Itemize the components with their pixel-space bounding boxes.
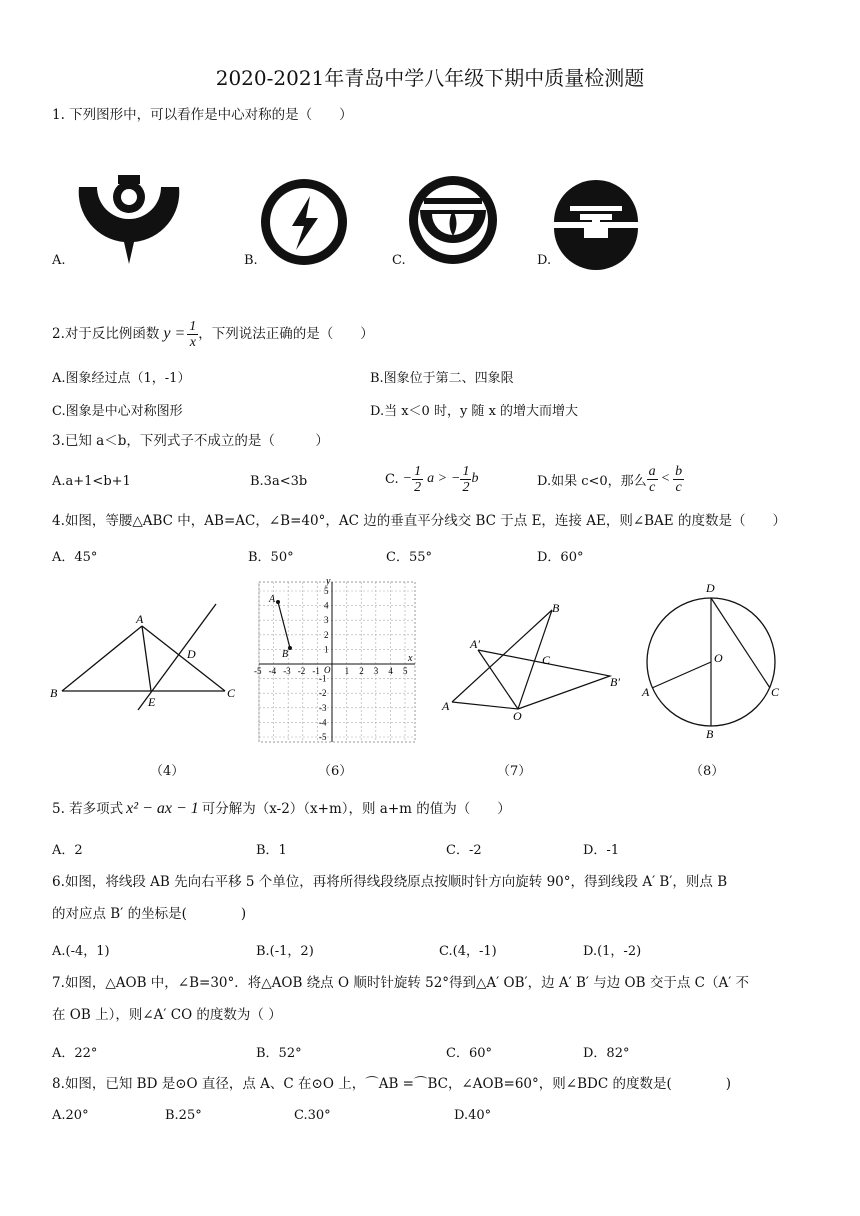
q3-option-c[interactable]: C. − $\frac{1}{2}$ a > − $\frac{1}{2}$ b <box>385 463 479 495</box>
q3-c-frac-2-den: 2 <box>462 479 470 495</box>
fig6-x-tick-label: 5 <box>403 666 408 676</box>
fig8-label-a: A <box>642 685 650 699</box>
fig7-label-c: C <box>542 653 551 667</box>
q2-option-b[interactable]: B.图象位于第二、四象限 <box>370 371 514 386</box>
fig6-x-tick-label: -4 <box>268 666 277 676</box>
q4-option-d[interactable]: D．60° <box>537 550 584 565</box>
fig6-y-tick-label: 1 <box>324 644 329 655</box>
q2-option-d[interactable]: D.当 x＜0 时，y 随 x 的增大而增大 <box>370 404 579 419</box>
q1-option-d[interactable]: D. <box>537 253 552 268</box>
q2-frac-num: 1 <box>189 318 197 334</box>
caption-figure-6: （6） <box>318 764 353 779</box>
q7-option-b[interactable]: B．52° <box>256 1046 302 1061</box>
fig6-y-tick-label: -3 <box>319 702 327 713</box>
logo-a-image <box>74 172 184 267</box>
fig8-label-o: O <box>714 651 723 665</box>
question-7-line-1: 7.如图，△AOB 中，∠B=30°．将△AOB 绕点 O 顺时针旋转 52°得到△A′ OB′，边 A′ B′ 与边 OB 交于点 C（A′ 不 <box>52 975 750 991</box>
fig6-y-tick-label: -1 <box>319 673 327 684</box>
fig7-label-o: O <box>513 709 522 723</box>
q6-option-b[interactable]: B.(-1，2) <box>256 944 314 959</box>
fig6-y-tick-label: -5 <box>319 732 327 742</box>
fig8-label-c: C <box>771 685 780 699</box>
q1-option-c[interactable]: C. <box>392 253 406 268</box>
fig6-x-tick-label: -2 <box>297 666 306 676</box>
q3-d-frac-1 <box>647 464 658 495</box>
fig6-y-tick-label: 3 <box>324 615 329 626</box>
q5-prefix: 5. 若多项式 <box>52 801 124 817</box>
fig4-label-e: E <box>148 695 156 709</box>
q2-suffix: ，下列说法正确的是（ ） <box>198 326 374 342</box>
fig6-x-tick-label: -1 <box>312 666 320 676</box>
q3-d-frac-1-num: a <box>648 463 656 479</box>
q3-c-frac-2-num: 1 <box>462 463 470 479</box>
q5-option-b[interactable]: B．1 <box>256 843 287 858</box>
q3-d-frac-2-num: b <box>675 463 683 479</box>
q5-formula: x² − ax − 1 <box>126 800 199 817</box>
question-8-text: 8.如图，已知 BD 是⊙O 直径，点 A、C 在⊙O 上，⌒AB =⌒BC，∠AOB=60°，则∠BDC 的度数是( ) <box>52 1076 731 1092</box>
q3-c-expr-a: a > <box>427 471 448 486</box>
fig6-y-tick-label: 2 <box>324 629 329 640</box>
fig6-y-tick-label: 4 <box>324 600 329 611</box>
q4-option-b[interactable]: B．50° <box>248 550 294 565</box>
q3-option-c-label: C. <box>385 471 399 487</box>
fig6-x-tick-label: 1 <box>344 666 350 676</box>
fig4-label-d: D <box>187 647 196 661</box>
fig6-y-tick-label: 5 <box>324 586 329 596</box>
q6-option-d[interactable]: D.(1，-2) <box>583 944 642 959</box>
q2-fraction <box>187 319 198 350</box>
figure-8-circle <box>640 578 790 742</box>
question-1-text: 1. 下列图形中，可以看作是中心对称的是（ ） <box>52 107 353 123</box>
q5-option-a[interactable]: A．2 <box>52 843 83 858</box>
logo-c-image <box>406 174 500 266</box>
q8-option-b[interactable]: B.25° <box>165 1108 202 1123</box>
q3-d-frac-2 <box>673 464 684 495</box>
q1-option-b[interactable]: B. <box>244 253 258 268</box>
logo-b-image <box>258 176 350 268</box>
q3-c-frac-1-den: 2 <box>414 479 422 495</box>
q3-option-a[interactable]: A.a+1<b+1 <box>52 474 131 489</box>
fig4-label-b: B <box>50 686 58 700</box>
q5-option-c[interactable]: C．-2 <box>446 843 482 858</box>
fig4-label-a: A <box>136 612 144 626</box>
q5-option-d[interactable]: D．-1 <box>583 843 620 858</box>
fig7-label-b-prime: B′ <box>610 675 620 689</box>
q3-d-frac-2-den: c <box>675 479 682 495</box>
q3-c-frac-2 <box>460 464 471 495</box>
q4-option-c[interactable]: C．55° <box>386 550 432 565</box>
figure-4-triangle <box>50 600 240 715</box>
q6-option-c[interactable]: C.(4，-1) <box>439 944 497 959</box>
fig6-axis-x: x <box>408 653 413 664</box>
fig6-origin: O <box>324 665 331 675</box>
figure-6-coordinate-grid <box>256 576 420 746</box>
question-5-text <box>52 798 511 820</box>
fig7-label-a: A <box>442 699 450 713</box>
question-7-line-2: 在 OB 上），则∠A′ CO 的度数为（ ） <box>52 1007 282 1023</box>
fig6-x-tick-label: 2 <box>359 666 364 676</box>
question-6-line-2: 的对应点 B′ 的坐标是( ) <box>52 906 247 922</box>
fig6-y-tick-label: -4 <box>319 717 327 728</box>
q4-option-a[interactable]: A．45° <box>52 550 98 565</box>
q8-option-d[interactable]: D.40° <box>454 1108 492 1123</box>
q5-suffix: 可分解为（x-2）（x+m），则 a+m 的值为（ ） <box>201 801 511 817</box>
q7-option-c[interactable]: C．60° <box>446 1046 492 1061</box>
fig6-x-tick-label: 4 <box>388 666 393 676</box>
q8-option-a[interactable]: A.20° <box>52 1108 89 1123</box>
caption-figure-7: （7） <box>497 764 532 779</box>
fig6-point-b: B <box>282 649 289 660</box>
q1-option-a[interactable]: A. <box>52 253 66 268</box>
q3-d-frac-1-den: c <box>649 479 656 495</box>
fig4-label-c: C <box>227 686 236 700</box>
fig6-y-tick-label: -2 <box>319 688 327 699</box>
question-2-text <box>52 314 374 354</box>
fig6-x-tick-label: 3 <box>373 666 379 676</box>
question-6-line-1: 6.如图，将线段 AB 先向右平移 5 个单位，再将所得线段绕原点按顺时针方向旋转 90°，得到线段 A′ B′，则点 B <box>52 874 728 890</box>
q3-option-d[interactable]: D.如果 c<0，那么 $\frac{a}{c}$ < $\frac{b}{c}$ <box>537 463 683 495</box>
fig8-label-d: D <box>706 581 715 595</box>
fig6-x-tick-label: -3 <box>283 666 291 676</box>
caption-figure-4: （4） <box>150 764 185 779</box>
q3-c-expr-b: b <box>471 471 479 486</box>
fig6-x-tick-label: -5 <box>254 666 262 676</box>
q8-option-c[interactable]: C.30° <box>294 1108 331 1123</box>
fig7-label-b: B <box>552 601 560 615</box>
fig6-point-a: A <box>269 594 276 605</box>
q6-option-a[interactable]: A.(-4，1) <box>52 944 110 959</box>
q2-option-c[interactable]: C.图象是中心对称图形 <box>52 404 183 419</box>
q2-option-a[interactable]: A.图象经过点（1，-1） <box>52 371 191 386</box>
page-title: 2020-2021年青岛中学八年级下期中质量检测题 <box>215 66 645 90</box>
q7-option-a[interactable]: A．22° <box>52 1046 98 1061</box>
fig8-label-b: B <box>706 727 714 741</box>
q3-c-frac-1 <box>412 464 423 495</box>
q3-option-d-prefix: D.如果 c<0，那么 <box>537 473 647 489</box>
q3-option-b[interactable]: B.3a<3b <box>250 474 308 489</box>
q3-c-frac-1-num: 1 <box>414 463 422 479</box>
q2-frac-den: x <box>189 334 196 350</box>
caption-figure-8: （8） <box>690 764 725 779</box>
question-3-text: 3.已知 a＜b，下列式子不成立的是（ ） <box>52 433 329 449</box>
fig7-label-a-prime: A′ <box>470 637 480 651</box>
logo-d-image <box>550 176 642 268</box>
figure-7-rotation <box>440 598 630 722</box>
fig6-axis-y: y <box>326 576 331 587</box>
question-4-text: 4.如图，等腰△ABC 中，AB=AC，∠B=40°，AC 边的垂直平分线交 BC 于点 E，连接 AE，则∠BAE 的度数是（ ） <box>52 513 786 529</box>
q7-option-d[interactable]: D．82° <box>583 1046 630 1061</box>
q2-prefix: 2.对于反比例函数 <box>52 326 160 342</box>
q2-formula-lhs: y = <box>163 325 186 342</box>
